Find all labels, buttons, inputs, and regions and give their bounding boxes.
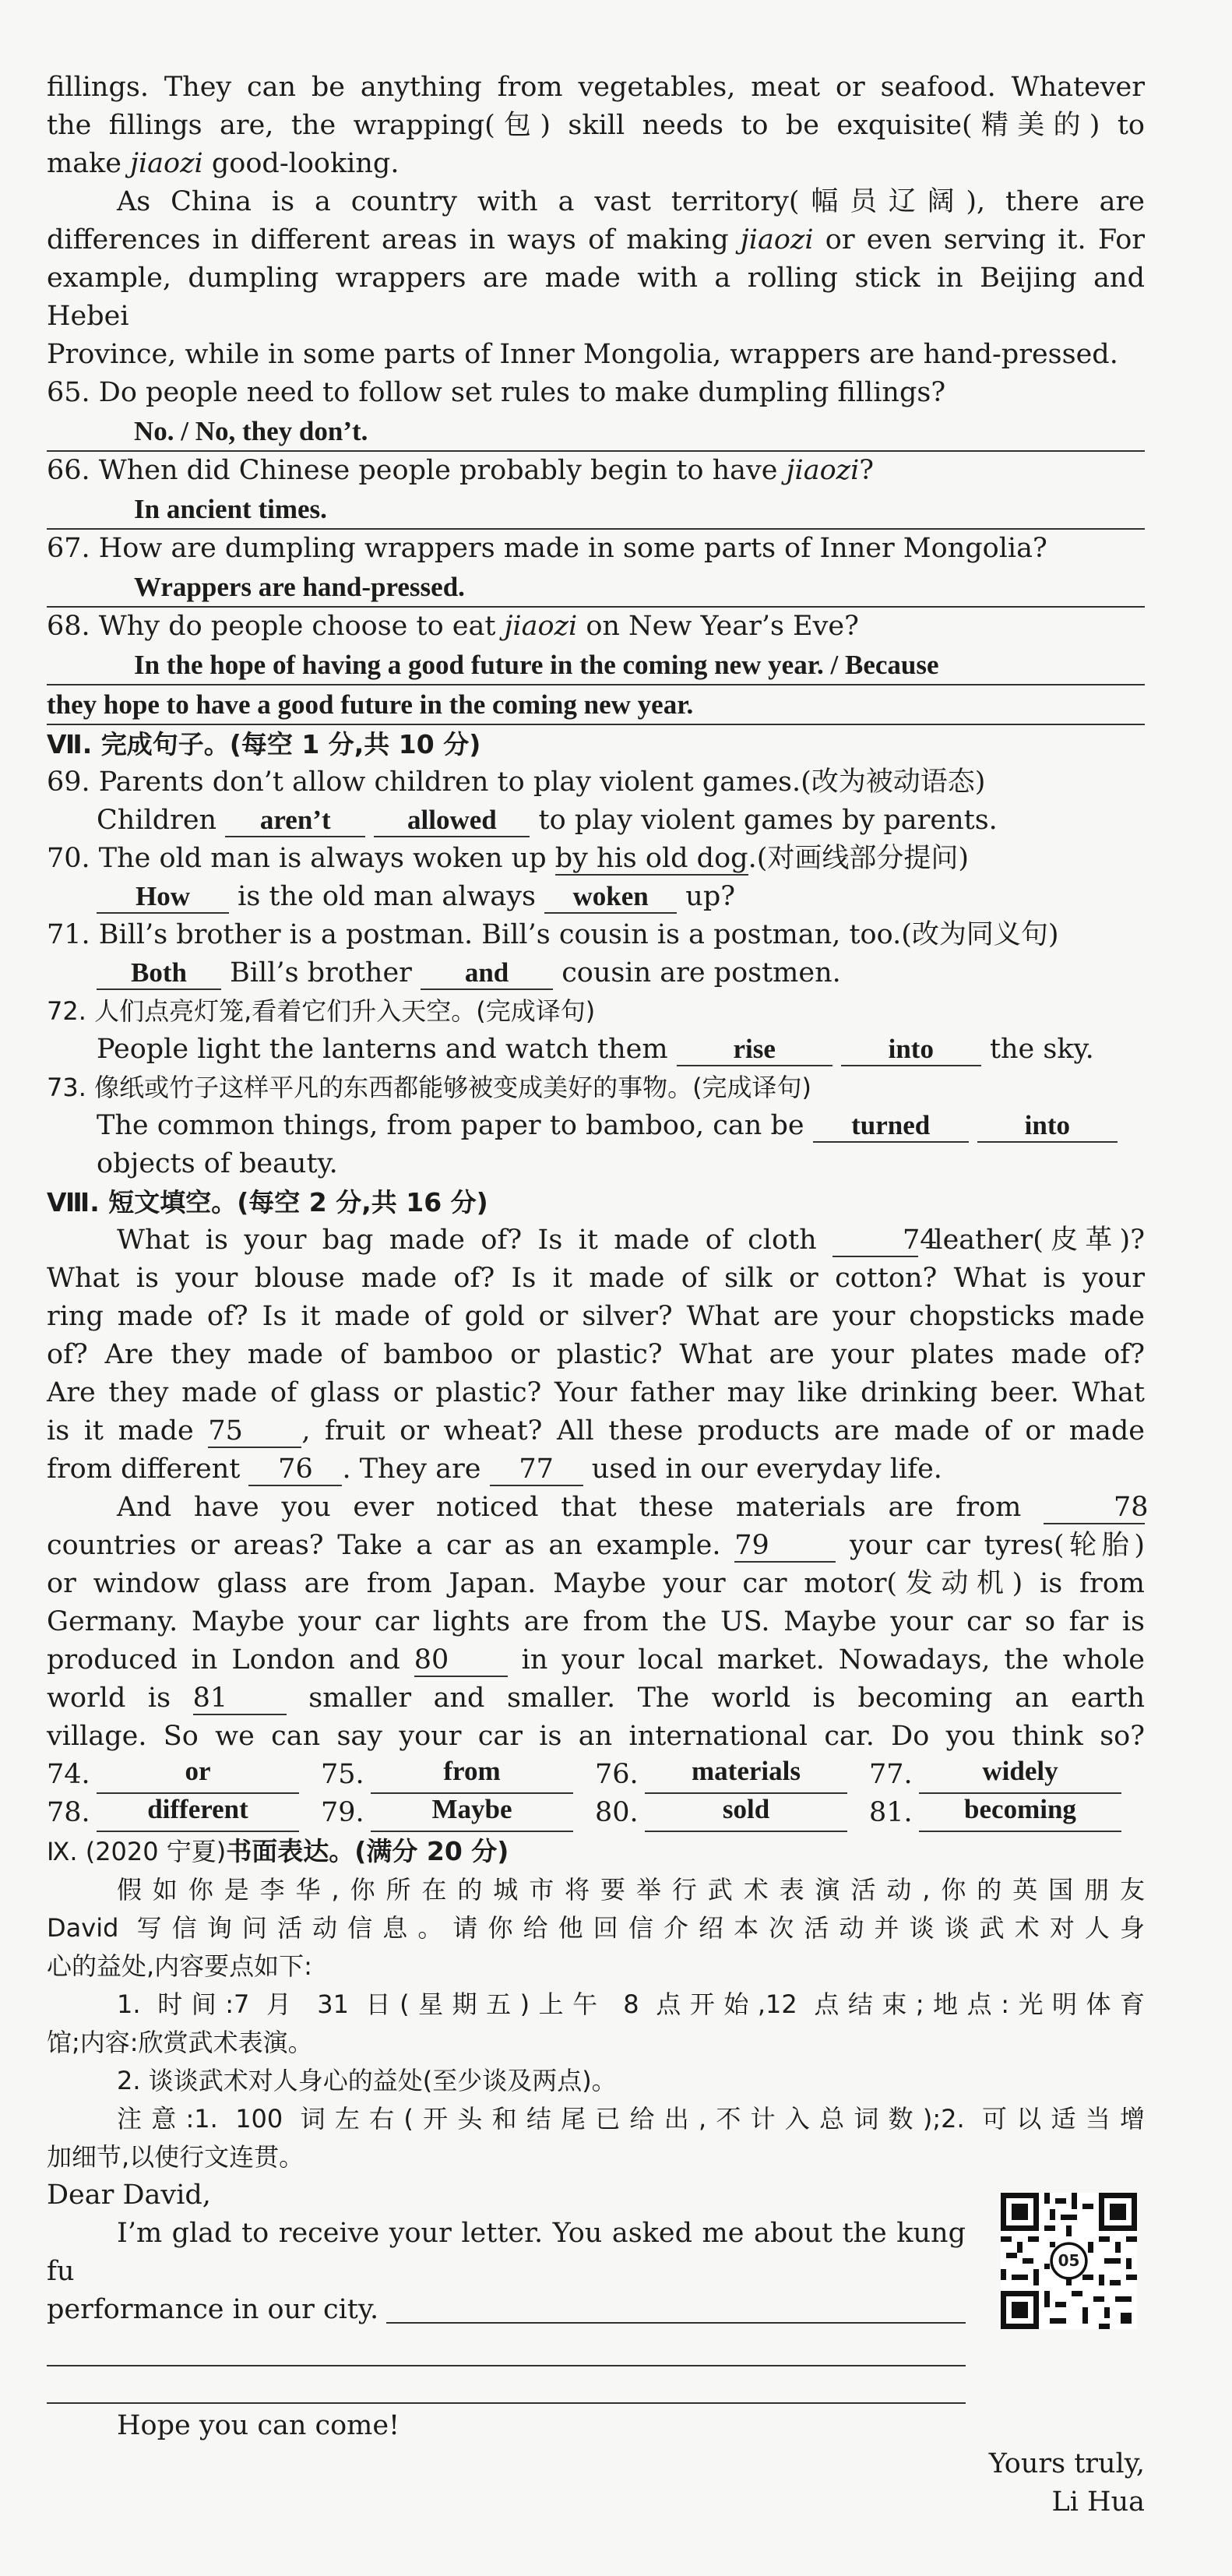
cloze-line: ring made of? Is it made of gold or silver? What are your chopsticks made bbox=[47, 1301, 1145, 1332]
cloze-line: countries or areas? Take a car as an example. 79 your car tyres(轮胎) bbox=[47, 1530, 1145, 1561]
writing-line[interactable] bbox=[47, 2366, 966, 2404]
answer-79: Maybe bbox=[371, 1794, 573, 1832]
sign-off: Yours truly, bbox=[988, 2448, 1145, 2479]
cloze-line: What is your bag made of? Is it made of cloth 74 leather(皮革)? bbox=[117, 1225, 1145, 1256]
blank-80: 80 bbox=[414, 1644, 508, 1677]
sentence-70-answer: How is the old man always woken up? bbox=[47, 878, 1145, 916]
prompt-line: 1. 时间:7 月 31 日(星期五)上午 8 点开始,12 点结束;地点:光明体育 bbox=[117, 1989, 1145, 2019]
section-header: Ⅸ. (2020 宁夏)书面表达。(满分 20 分) bbox=[47, 1836, 509, 1866]
answer-81: becoming bbox=[919, 1794, 1121, 1832]
answer-80: sold bbox=[645, 1794, 847, 1832]
answer-74: or bbox=[97, 1756, 299, 1794]
letter-body bbox=[47, 2215, 966, 2445]
section-header: Ⅶ. 完成句子。(每空 1 分,共 10 分) bbox=[47, 729, 481, 759]
passage-line: fillings. They can be anything from vegetables, meat or seafood. Whatever bbox=[47, 72, 1145, 103]
cloze-line: Are they made of glass or plastic? Your father may like drinking beer. What bbox=[47, 1377, 1145, 1408]
sentence-69-answer: Children aren’t allowed to play violent games by parents. bbox=[97, 805, 998, 836]
signature: Li Hua bbox=[1051, 2486, 1145, 2518]
blank-75: 75 bbox=[208, 1415, 301, 1448]
sentence-73-answer-cont: objects of beauty. bbox=[97, 1148, 338, 1179]
cloze-line: of? Are they made of bamboo or plastic? What are your plates made of? bbox=[47, 1339, 1145, 1370]
sentence-72-answer: People light the lanterns and watch them rise into the sky. bbox=[97, 1034, 1094, 1065]
blank: aren’t bbox=[225, 805, 365, 837]
section-7 bbox=[47, 725, 1145, 1183]
cloze-line: from different 76 . They are 77 used in our everyday life. bbox=[47, 1454, 942, 1485]
question-68 bbox=[47, 608, 1145, 725]
section-9 bbox=[47, 1832, 1145, 2521]
passage-line: example, dumpling wrappers are made with a rolling stick in Beijing and Hebei bbox=[47, 263, 1145, 332]
blank: into bbox=[977, 1110, 1118, 1143]
blank-79: 79 bbox=[734, 1530, 836, 1563]
section-8 bbox=[47, 1183, 1149, 1832]
writing-line[interactable] bbox=[386, 2291, 966, 2324]
letter-greeting: Dear David, bbox=[47, 2180, 211, 2211]
section-header: Ⅷ. 短文填空。(每空 2 分,共 16 分) bbox=[47, 1187, 488, 1218]
prompt-line: 加细节,以使行文连贯。 bbox=[47, 2142, 304, 2172]
letter-line: I’m glad to receive your letter. You asked me about the kung fu bbox=[47, 2218, 966, 2287]
prompt-line: 馆;内容:欣赏武术表演。 bbox=[47, 2028, 313, 2057]
sentence-71-prompt: 71. Bill’s brother is a postman. Bill’s cousin is a postman, too.(改为同义句) bbox=[47, 919, 1059, 950]
answer-76: materials bbox=[645, 1756, 847, 1794]
sentence-72-prompt: 72. 人们点亮灯笼,看着它们升入天空。(完成译句) bbox=[47, 996, 596, 1026]
question-text: 67. How are dumpling wrappers made in some parts of Inner Mongolia? bbox=[47, 533, 1047, 564]
worksheet-page bbox=[47, 69, 1149, 2521]
cloze-line: produced in London and 80 in your local market. Nowadays, the whole bbox=[47, 1644, 1145, 1676]
passage-line: make jiaozi good-looking. bbox=[47, 148, 400, 179]
cloze-line: And have you ever noticed that these materials are from 78 bbox=[117, 1492, 1149, 1523]
answer-row: 78. different 79. Maybe 80. sold 81. becoming bbox=[47, 1794, 1145, 1832]
blank: rise bbox=[677, 1034, 832, 1066]
cloze-line: is it made 75 , fruit or wheat? All these products are made of or made bbox=[47, 1415, 1145, 1447]
prompt-line: David 写信询问活动信息。请你给他回信介绍本次活动并谈谈武术对人身 bbox=[47, 1913, 1145, 1943]
passage-line: differences in different areas in ways of making jiaozi or even serving it. For bbox=[47, 224, 1145, 255]
sentence-71-answer: Both Bill’s brother and cousin are postmen. bbox=[47, 954, 1145, 992]
sentence-69-prompt: 69. Parents don’t allow children to play violent games.(改为被动语态) bbox=[47, 766, 986, 798]
sentence-70-prompt: 70. The old man is always woken up by his old dog.(对画线部分提问) bbox=[47, 843, 969, 874]
cloze-line: world is 81 smaller and smaller. The world is becoming an earth bbox=[47, 1683, 1145, 1714]
passage-line: the fillings are, the wrapping(包) skill needs to be exquisite(精美的) to bbox=[47, 110, 1145, 141]
blank: and bbox=[421, 957, 553, 990]
answer-77: widely bbox=[919, 1756, 1121, 1794]
blank: into bbox=[841, 1034, 981, 1066]
question-66 bbox=[47, 452, 1145, 530]
qr-center-label: 05 bbox=[1058, 2251, 1080, 2270]
question-67 bbox=[47, 530, 1145, 608]
writing-line[interactable] bbox=[47, 2329, 966, 2366]
sentence-73-prompt: 73. 像纸或竹子这样平凡的东西都能够被变成美好的事物。(完成译句) bbox=[47, 1073, 812, 1102]
cloze-line: Germany. Maybe your car lights are from the US. Maybe your car so far is bbox=[47, 1606, 1145, 1637]
prompt-line: 2. 谈谈武术对人身心的益处(至少谈及两点)。 bbox=[117, 2066, 617, 2095]
blank: Both bbox=[97, 957, 221, 990]
answer-row: 74. or 75. from 76. materials 77. widely bbox=[47, 1756, 1145, 1794]
passage-line: Province, while in some parts of Inner Mongolia, wrappers are hand-pressed. bbox=[47, 339, 1118, 370]
passage-line: As China is a country with a vast territory(幅员辽阔), there are bbox=[117, 186, 1145, 217]
blank: woken bbox=[544, 881, 677, 914]
letter-line: performance in our city. bbox=[47, 2291, 966, 2329]
answer-line: they hope to have a good future in the coming new year. bbox=[47, 685, 1145, 725]
answer-line: In the hope of having a good future in the coming new year. / Because bbox=[47, 646, 1145, 685]
blank-76: 76 bbox=[248, 1454, 342, 1486]
answer-line: No. / No, they don’t. bbox=[47, 412, 1145, 452]
blank-81: 81 bbox=[193, 1683, 287, 1715]
blank: How bbox=[97, 881, 229, 914]
question-text: 66. When did Chinese people probably begin to have jiaozi? bbox=[47, 455, 875, 486]
blank-78: 78 bbox=[1044, 1492, 1145, 1524]
underlined-phrase: by his old dog bbox=[554, 843, 748, 874]
cloze-line: village. So we can say your car is an international car. Do you think so? bbox=[47, 1721, 1145, 1752]
prompt-line: 注意:1. 100 词左右(开头和结尾已给出,不计入总词数);2. 可以适当增 bbox=[117, 2104, 1145, 2134]
cloze-line: What is your blouse made of? Is it made of silk or cotton? What is your bbox=[47, 1263, 1145, 1294]
blank-77: 77 bbox=[490, 1454, 583, 1486]
answer-line: In ancient times. bbox=[47, 490, 1145, 530]
answer-78: different bbox=[97, 1794, 299, 1832]
question-text: 65. Do people need to follow set rules to make dumpling fillings? bbox=[47, 377, 946, 408]
blank: allowed bbox=[374, 805, 530, 837]
question-text: 68. Why do people choose to eat jiaozi on New Year’s Eve? bbox=[47, 611, 859, 642]
answer-75: from bbox=[371, 1756, 573, 1794]
answer-line: Wrappers are hand-pressed. bbox=[47, 568, 1145, 608]
blank: turned bbox=[813, 1110, 969, 1143]
question-65 bbox=[47, 374, 1145, 452]
prompt-line: 心的益处,内容要点如下: bbox=[47, 1951, 312, 1981]
qr-code-icon bbox=[1001, 2193, 1137, 2329]
letter-closing-line: Hope you can come! bbox=[117, 2410, 400, 2441]
sentence-73-answer: The common things, from paper to bamboo, can be turned into bbox=[47, 1107, 1145, 1145]
prompt-line: 假如你是李华,你所在的城市将要举行武术表演活动,你的英国朋友 bbox=[117, 1875, 1145, 1905]
cloze-line: or window glass are from Japan. Maybe your car motor(发动机) is from bbox=[47, 1568, 1145, 1599]
blank-74: 74 bbox=[832, 1225, 918, 1257]
reading-passage bbox=[47, 69, 1145, 374]
